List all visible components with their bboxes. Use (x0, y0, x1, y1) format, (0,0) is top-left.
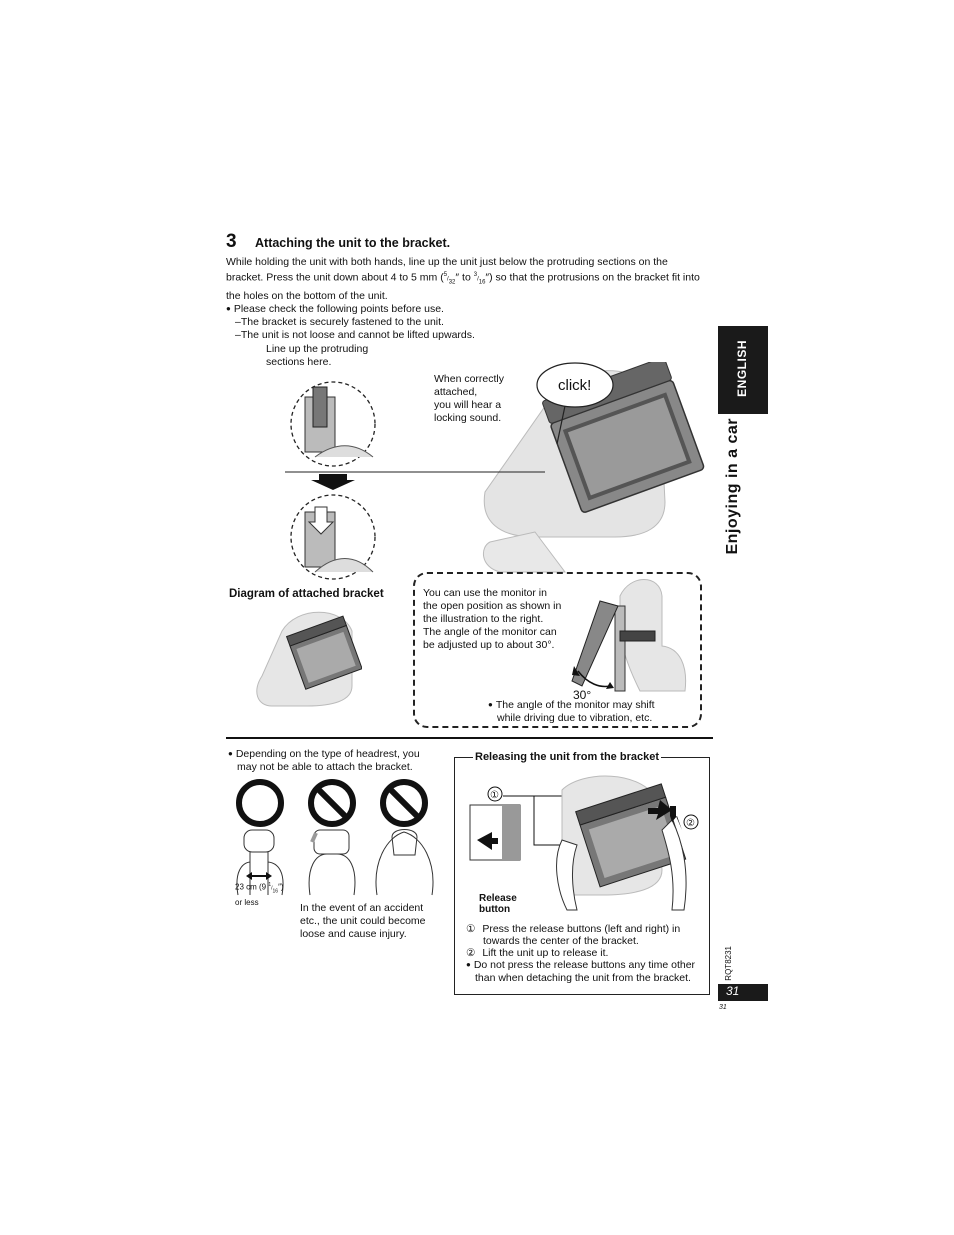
document-code: RQT8231 (724, 946, 733, 981)
dim-a: 23 cm (9 (235, 882, 269, 892)
open-line-1: You can use the monitor in (423, 587, 547, 599)
attached-illustration (252, 606, 362, 716)
dim-b: ″) (278, 882, 284, 892)
open-position-illustration (560, 576, 690, 696)
step-2-marker: ② (466, 947, 476, 959)
accident-warning (300, 902, 426, 941)
click-line-4: locking sound. (434, 412, 502, 424)
release-note-2: than when detaching the unit from the bracket. (475, 972, 691, 984)
release-step-1 (466, 923, 706, 935)
step-1-line-2: towards the center of the bracket. (483, 935, 639, 947)
down-arrow-icon (311, 474, 355, 490)
step-2-text: Lift the unit up to release it. (482, 947, 609, 959)
page-number-tab (718, 984, 768, 1001)
step-1-line-1: Press the release buttons (left and right) in (482, 923, 681, 935)
angle-note-2: while driving due to vibration, etc. (497, 712, 653, 724)
lineup-line-2: sections here. (266, 356, 332, 368)
warn-line-3: loose and cause injury. (300, 928, 407, 940)
release-button-line-1: Release (479, 893, 517, 904)
click-line-1: When correctly (434, 373, 505, 385)
step-1-marker: ① (466, 923, 476, 935)
headrest-dimension (235, 880, 284, 908)
dim-num: 1 (268, 882, 272, 888)
click-line-3: you will hear a (434, 399, 502, 411)
lineup-line-1: Line up the protruding (266, 343, 369, 355)
attached-title: Diagram of attached bracket (229, 588, 384, 600)
open-position-text (423, 587, 573, 652)
page-number-small: 31 (719, 1004, 727, 1011)
seat-shape (483, 532, 565, 572)
open-line-3: the illustration to the right. (423, 613, 544, 625)
step-paragraph (226, 256, 726, 342)
frac1-num: 5 (443, 272, 448, 278)
dimension-line-1: 23 cm (9 $^1/_{16}''$) (235, 882, 284, 895)
step-check-a: –The bracket is securely fastened to the unit. (235, 315, 444, 328)
step-to: ″ to (455, 271, 474, 284)
click-line-2: attached, (434, 386, 478, 398)
warn-line-2: etc., the unit could become (300, 915, 426, 927)
language-label: ENGLISH (735, 340, 749, 397)
step-line-2: bracket. Press the unit down about 4 to 5 mm ($^5/_{32}''$ to $^3/_{16}''$) so that the protrusions on the bracket fit into (226, 271, 700, 286)
step-line-3: the holes on the bottom of the unit. (226, 289, 388, 302)
section-divider (226, 737, 713, 739)
dim-den: 16 (272, 888, 279, 895)
release-button-line-2: button (479, 904, 511, 915)
marker-1-text: ① (490, 790, 499, 801)
headrest-note-2: may not be able to attach the bracket. (237, 761, 413, 773)
step-line-2b: ″) so that the protrusions on the bracket fit into (485, 271, 700, 284)
step-title: Attaching the unit to the bracket. (255, 236, 451, 250)
release-step-2 (466, 947, 706, 959)
headrest-compatibility-illustration (232, 777, 442, 897)
ok-icon (239, 782, 281, 824)
page-number: 31 (726, 984, 740, 998)
warn-line-1: In the event of an accident (300, 902, 424, 914)
open-line-5: be adjusted up to about 30°. (423, 639, 555, 651)
attach-illustration (285, 362, 705, 582)
section-label: Enjoying in a car (724, 418, 741, 555)
open-line-2: the open position as shown in (423, 600, 562, 612)
open-line-4: The angle of the monitor can (423, 626, 557, 638)
marker-2-text: ② (686, 818, 695, 829)
headrest-note (228, 748, 420, 774)
click-bubble-text: click! (558, 377, 592, 394)
step-check-b: –The unit is not loose and cannot be lifted upwards. (235, 328, 475, 341)
release-steps (466, 923, 706, 984)
step-line-2a: bracket. Press the unit down about 4 to 5 mm ( (226, 271, 444, 284)
step-check: ● Please check the following points before use. (226, 303, 726, 316)
angle-note-1: ● The angle of the monitor may shift (488, 699, 655, 712)
step-line-1: While holding the unit with both hands, line up the unit just below the protruding sections on the (226, 256, 668, 268)
angle-label: 30° (573, 688, 592, 702)
language-tab (718, 326, 768, 414)
headrest-note-1: ● Depending on the type of headrest, you (228, 748, 420, 761)
angle-note (488, 699, 655, 725)
release-title: Releasing the unit from the bracket (475, 751, 659, 763)
frac1-den: 32 (448, 279, 456, 286)
frac2-num: 3 (473, 272, 478, 278)
dimension-line-2: or less (235, 898, 259, 908)
frac2-den: 16 (478, 279, 486, 286)
release-button-label (479, 893, 517, 915)
step-number: 3 (226, 231, 237, 252)
release-note-1: ● Do not press the release buttons any time other (466, 959, 706, 972)
